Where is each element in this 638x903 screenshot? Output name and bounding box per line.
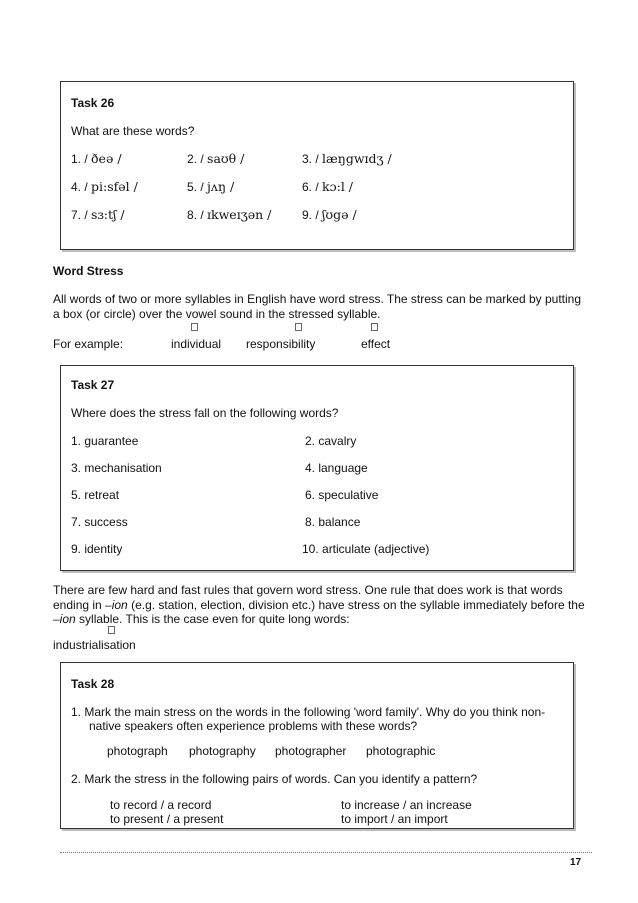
stress-mark-icon	[295, 323, 302, 331]
task-28-question-2: 2. Mark the stress in the following pairs of words. Can you identify a pattern?	[71, 772, 478, 786]
example-word: effect	[361, 337, 391, 351]
ipa-item-4: 4. / pi:sfəl /	[71, 179, 138, 194]
word-family-item: photographer	[275, 744, 347, 758]
task-27-item: 1. guarantee	[71, 434, 139, 448]
rules-line-3: –ion syllable. This is the case even for quite long words:	[53, 612, 350, 626]
ipa-item-5: 5. / jʌŋ /	[187, 179, 235, 194]
stress-mark-icon	[108, 626, 115, 634]
task-27-item: 6. speculative	[305, 488, 379, 502]
ipa-item-7: 7. / sɜ:tʃ /	[71, 207, 125, 222]
task-27-item: 8. balance	[305, 515, 361, 529]
word-pair: to increase / an increase	[341, 798, 472, 812]
task-27-item: 9. identity	[71, 542, 123, 556]
example-label: For example:	[53, 337, 124, 351]
page-number: 17	[570, 857, 582, 868]
rules-line-2: ending in –ion (e.g. station, election, division etc.) have stress on the syllable immediately before the	[53, 598, 585, 612]
word-stress-heading: Word Stress	[53, 264, 124, 278]
stress-mark-icon	[191, 323, 198, 331]
task-27-title: Task 27	[71, 378, 115, 392]
ipa-item-1: 1. / ðeə /	[71, 151, 122, 166]
example-word: individual	[171, 337, 222, 351]
word-stress-para-line-2: a box (or circle) over the vowel sound in the stressed syllable.	[53, 307, 381, 321]
task-26-title: Task 26	[71, 96, 115, 110]
task-27-item: 4. language	[305, 461, 368, 475]
footer-dotted-rule	[60, 852, 592, 853]
ipa-item-9: 9. / ʃʊgə /	[302, 207, 357, 222]
word-family-item: photograph	[107, 744, 168, 758]
task-28-question-1-line-1: 1. Mark the main stress on the words in the following 'word family'. Why do you think non-	[71, 705, 546, 719]
word-family-item: photographic	[366, 744, 436, 758]
word-stress-para-line-1: All words of two or more syllables in English have word stress. The stress can be marked by putting	[53, 292, 582, 306]
task-27-item: 7. success	[71, 515, 128, 529]
task-27-item: 10. articulate (adjective)	[302, 542, 430, 556]
task-28-title: Task 28	[71, 677, 115, 691]
example-word: responsibility	[246, 337, 316, 351]
rules-example-word: industrialisation	[53, 638, 136, 652]
word-family-item: photography	[189, 744, 256, 758]
stress-mark-icon	[371, 323, 378, 331]
word-pair: to present / a present	[110, 812, 224, 826]
task-27-item: 5. retreat	[71, 488, 120, 502]
task-26-prompt: What are these words?	[71, 124, 195, 138]
task-27-item: 2. cavalry	[305, 434, 357, 448]
task-28-question-1-line-2: native speakers often experience problems with these words?	[89, 719, 418, 733]
task-27-item: 3. mechanisation	[71, 461, 162, 475]
ipa-item-2: 2. / saʊθ /	[187, 151, 245, 166]
ipa-item-8: 8. / ɪkweɪʒən /	[187, 207, 272, 222]
ipa-item-3: 3. / læŋgwɪdʒ /	[302, 151, 392, 166]
word-pair: to record / a record	[110, 798, 212, 812]
rules-line-1: There are few hard and fast rules that govern word stress. One rule that does work is that words	[53, 583, 563, 597]
ipa-item-6: 6. / kɔ:l /	[302, 179, 354, 194]
task-27-prompt: Where does the stress fall on the following words?	[71, 406, 339, 420]
word-pair: to import / an import	[341, 812, 448, 826]
